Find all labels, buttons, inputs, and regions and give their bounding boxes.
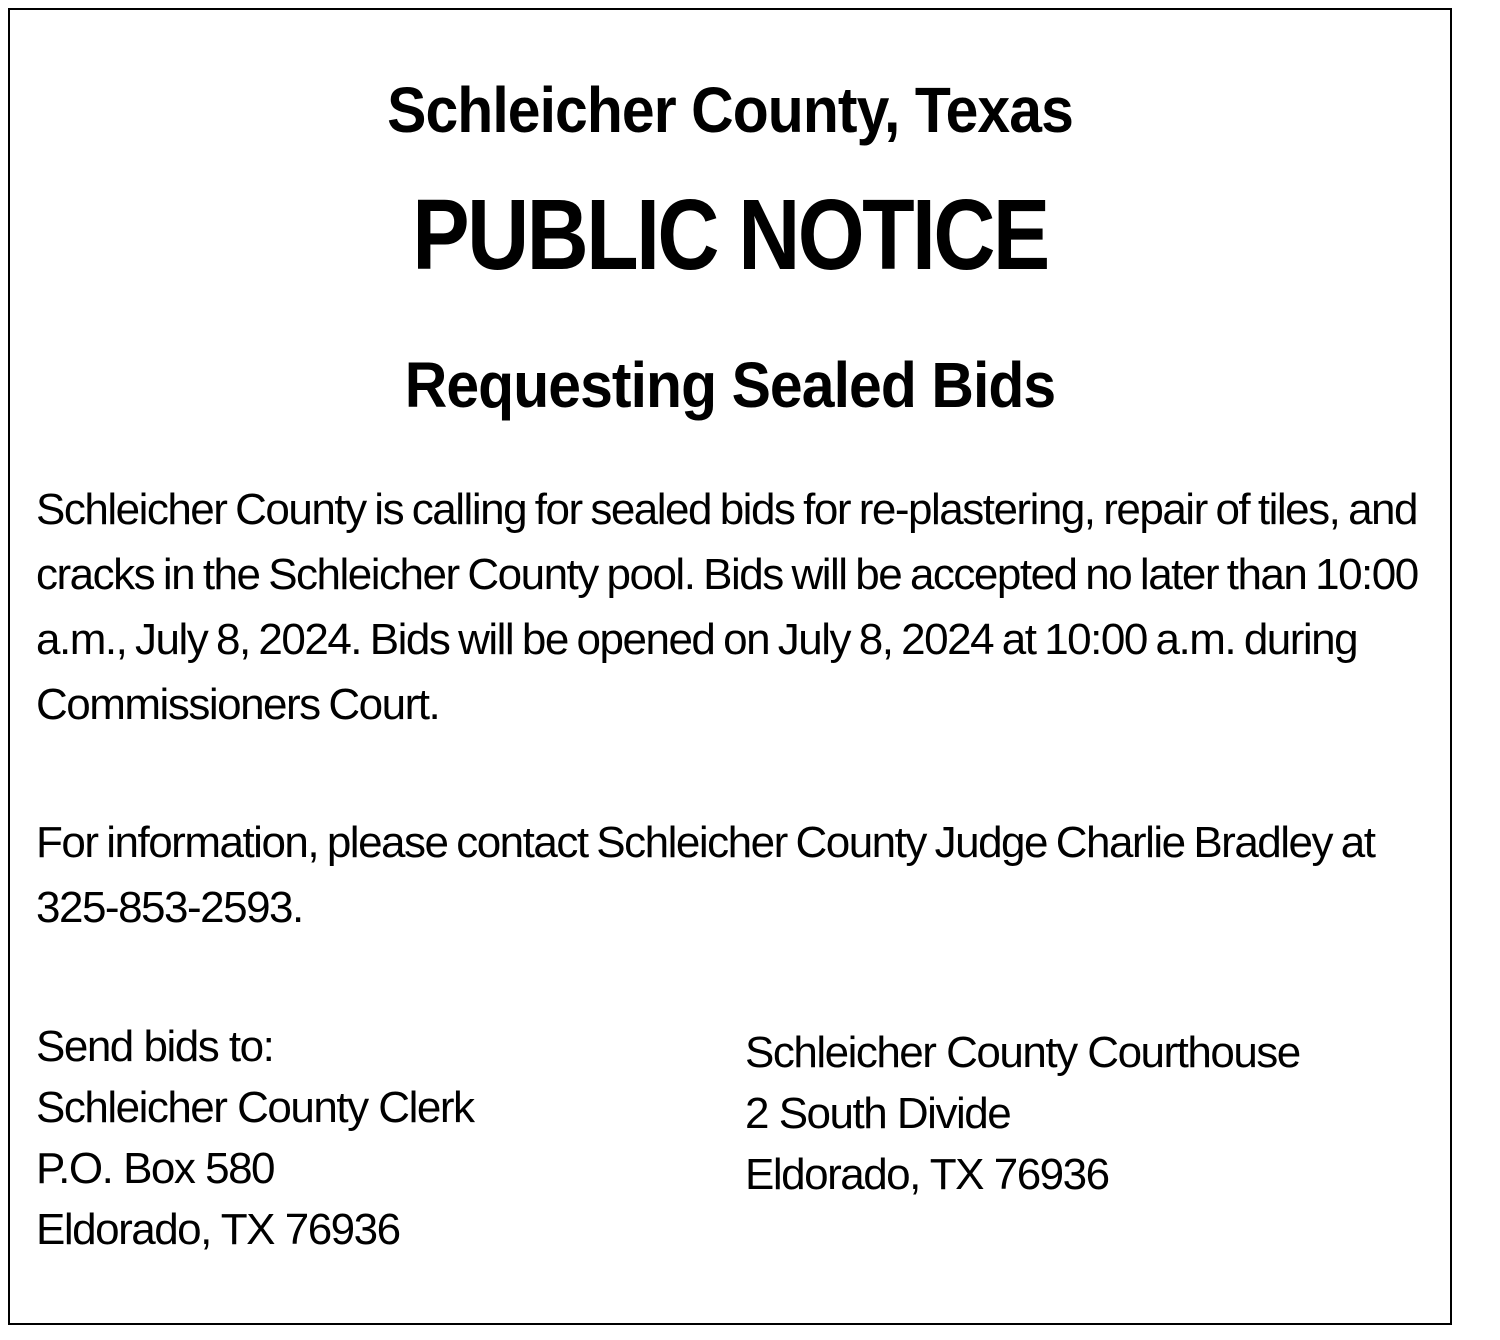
notice-title: PUBLIC NOTICE <box>412 179 1048 291</box>
contact-paragraph: For information, please contact Schleicher County Judge Charlie Bradley at 325-853-2593. <box>36 818 1375 932</box>
address-line: Eldorado, TX 76936 <box>745 1150 1109 1199</box>
county-title: Schleicher County, Texas <box>387 74 1073 146</box>
address-line: P.O. Box 580 <box>36 1144 275 1193</box>
send-bids-label: Send bids to: <box>36 1022 274 1071</box>
notice-frame <box>8 8 1452 1325</box>
address-line: Schleicher County Clerk <box>36 1083 474 1132</box>
address-line: Eldorado, TX 76936 <box>36 1205 400 1254</box>
address-line: 2 South Divide <box>745 1089 1011 1138</box>
bids-title: Requesting Sealed Bids <box>404 349 1056 421</box>
courthouse-address <box>745 1022 1300 1205</box>
bids-paragraph: Schleicher County is calling for sealed bids for re-plastering, repair of tiles, and cracks in the Schleicher County pool. Bids will be accepted no later than 10:00 a.m., July 8, 2024. Bids will be opened on July 8, 2024 at 10:00 a.m. during Commissioners Court. <box>36 485 1418 729</box>
address-line: Schleicher County Courthouse <box>745 1028 1300 1077</box>
send-bids-address <box>36 1016 473 1260</box>
